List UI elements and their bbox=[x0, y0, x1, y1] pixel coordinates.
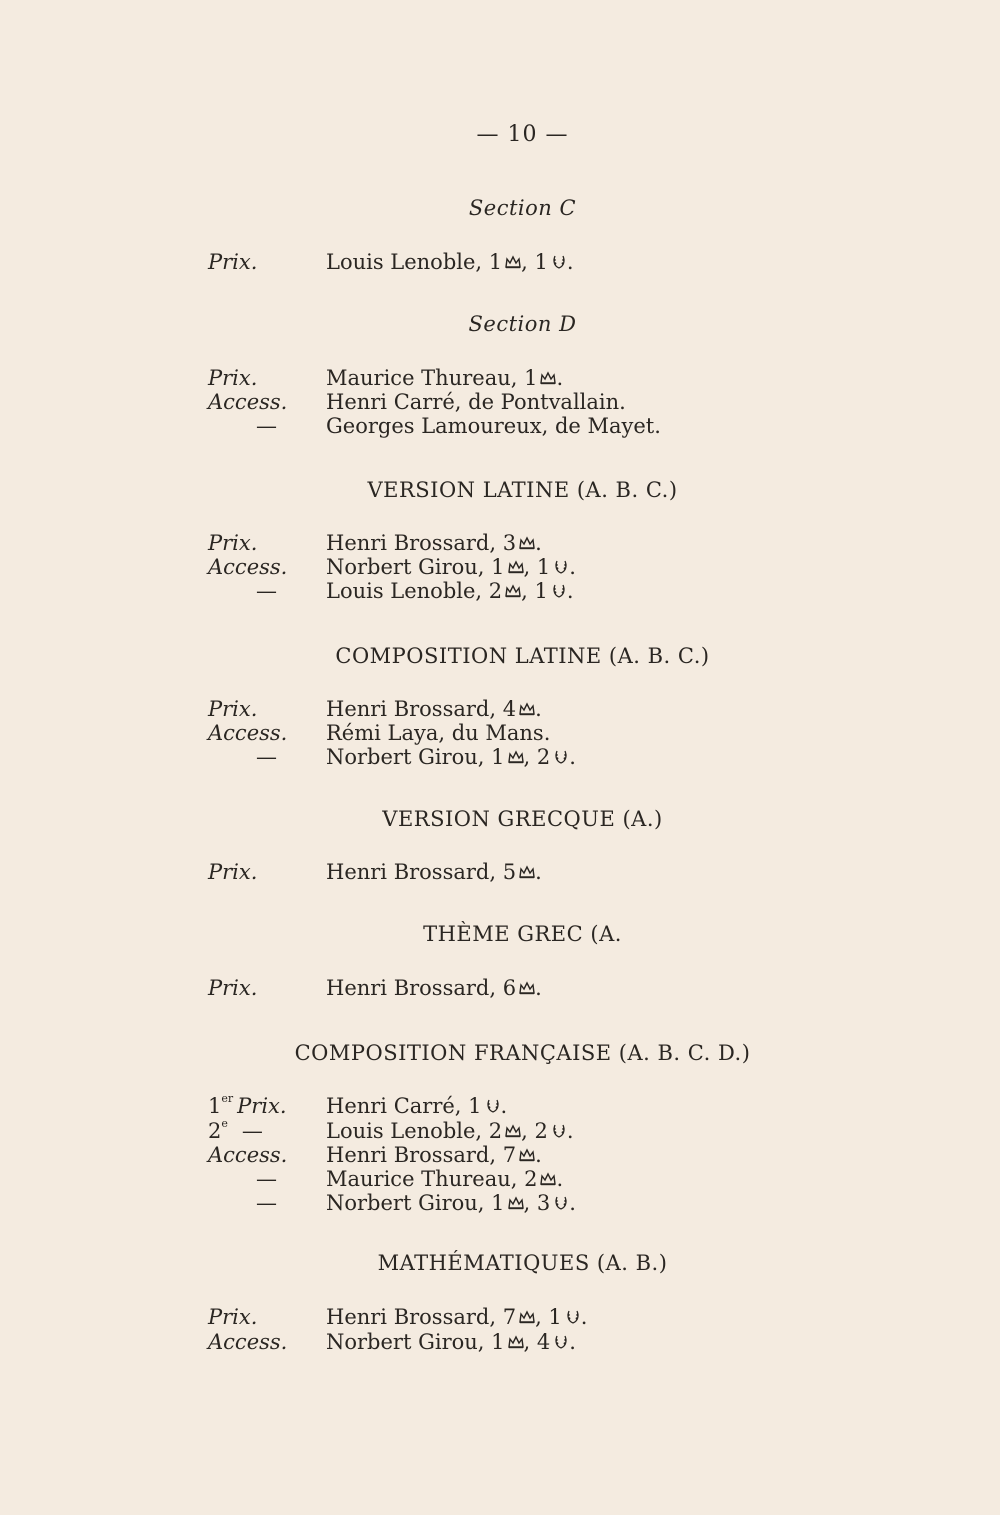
laurel-wreath-icon bbox=[551, 579, 567, 593]
prize-entry: Norbert Girou, 1 , 3 . bbox=[326, 1191, 576, 1215]
crown-icon bbox=[505, 1119, 521, 1133]
prize-row bbox=[0, 976, 1000, 1002]
page-number: — 10 — bbox=[476, 122, 569, 147]
prize-label: Prix. bbox=[208, 976, 258, 1000]
prize-row bbox=[0, 860, 1000, 886]
laurel-wreath-icon bbox=[565, 1305, 581, 1319]
crown-icon bbox=[505, 579, 521, 593]
section-heading: COMPOSITION FRANÇAISE (A. B. C. D.) bbox=[294, 1041, 751, 1065]
prize-row bbox=[0, 366, 1000, 392]
section-heading: MATHÉMATIQUES (A. B.) bbox=[377, 1251, 668, 1275]
prize-row bbox=[0, 250, 1000, 276]
section-heading: VERSION LATINE (A. B. C.) bbox=[367, 478, 678, 502]
prize-label: — bbox=[256, 1191, 277, 1215]
prize-entry: Henri Brossard, 6 . bbox=[326, 976, 542, 1000]
prize-label: — bbox=[256, 579, 277, 603]
prize-label: 2e — bbox=[208, 1117, 263, 1143]
prize-entry: Henri Brossard, 3 . bbox=[326, 531, 542, 555]
laurel-wreath-icon bbox=[553, 1191, 569, 1205]
prize-row bbox=[0, 1191, 1000, 1217]
crown-icon bbox=[508, 555, 524, 569]
prize-row bbox=[0, 1305, 1000, 1331]
prize-label: Access. bbox=[208, 555, 288, 579]
crown-icon bbox=[519, 1143, 535, 1157]
prize-label: Prix. bbox=[208, 250, 258, 274]
laurel-wreath-icon bbox=[553, 555, 569, 569]
laurel-wreath-icon bbox=[551, 250, 567, 264]
prize-label: — bbox=[256, 414, 277, 438]
crown-icon bbox=[519, 976, 535, 990]
prize-label: Access. bbox=[208, 1330, 288, 1354]
prize-row bbox=[0, 1119, 1000, 1145]
prize-row bbox=[0, 721, 1000, 747]
section-heading: THÈME GREC (A. bbox=[423, 922, 622, 946]
laurel-wreath-icon bbox=[551, 1119, 567, 1133]
prize-label: Prix. bbox=[208, 366, 258, 390]
section-heading: COMPOSITION LATINE (A. B. C.) bbox=[335, 644, 710, 668]
crown-icon bbox=[540, 366, 556, 380]
prize-label: Access. bbox=[208, 1143, 288, 1167]
laurel-wreath-icon bbox=[485, 1094, 501, 1108]
crown-icon bbox=[519, 860, 535, 874]
crown-icon bbox=[508, 1330, 524, 1344]
section-heading: Section D bbox=[468, 312, 577, 336]
prize-entry: Louis Lenoble, 1 , 1 . bbox=[326, 250, 574, 274]
prize-row bbox=[0, 745, 1000, 771]
crown-icon bbox=[508, 1191, 524, 1205]
prize-row bbox=[0, 1143, 1000, 1169]
prize-entry: Louis Lenoble, 2 , 2 . bbox=[326, 1119, 574, 1143]
prize-entry: Norbert Girou, 1 , 4 . bbox=[326, 1330, 576, 1354]
prize-entry: Henri Brossard, 5 . bbox=[326, 860, 542, 884]
prize-label: Prix. bbox=[208, 531, 258, 555]
prize-entry: Henri Brossard, 7 , 1 . bbox=[326, 1305, 588, 1329]
prize-label: Prix. bbox=[208, 860, 258, 884]
prize-row bbox=[0, 579, 1000, 605]
prize-label: — bbox=[256, 745, 277, 769]
prize-label: 1er Prix. bbox=[208, 1092, 287, 1118]
prize-label: — bbox=[256, 1167, 277, 1191]
crown-icon bbox=[540, 1167, 556, 1181]
prize-row bbox=[0, 1094, 1000, 1120]
crown-icon bbox=[508, 745, 524, 759]
prize-entry: Norbert Girou, 1 , 2 . bbox=[326, 745, 576, 769]
prize-label: Access. bbox=[208, 390, 288, 414]
prize-entry: Maurice Thureau, 2 . bbox=[326, 1167, 564, 1191]
crown-icon bbox=[519, 697, 535, 711]
prize-entry: Rémi Laya, du Mans. bbox=[326, 721, 551, 745]
prize-entry: Louis Lenoble, 2 , 1 . bbox=[326, 579, 574, 603]
crown-icon bbox=[505, 250, 521, 264]
prize-label: Prix. bbox=[208, 697, 258, 721]
prize-entry: Maurice Thureau, 1 . bbox=[326, 366, 564, 390]
prize-entry: Henri Carré, de Pontvallain. bbox=[326, 390, 626, 414]
prize-row bbox=[0, 1330, 1000, 1356]
prize-entry: Norbert Girou, 1 , 1 . bbox=[326, 555, 576, 579]
prize-row bbox=[0, 1167, 1000, 1193]
crown-icon bbox=[519, 1305, 535, 1319]
prize-row bbox=[0, 697, 1000, 723]
section-heading: Section C bbox=[468, 196, 577, 220]
prize-entry: Georges Lamoureux, de Mayet. bbox=[326, 414, 661, 438]
prize-entry: Henri Carré, 1 . bbox=[326, 1094, 508, 1118]
prize-row bbox=[0, 531, 1000, 557]
prize-label: Access. bbox=[208, 721, 288, 745]
prize-row bbox=[0, 414, 1000, 440]
prize-label: Prix. bbox=[208, 1305, 258, 1329]
prize-entry: Henri Brossard, 4 . bbox=[326, 697, 542, 721]
prize-row bbox=[0, 390, 1000, 416]
laurel-wreath-icon bbox=[553, 1330, 569, 1344]
laurel-wreath-icon bbox=[553, 745, 569, 759]
section-heading: VERSION GRECQUE (A.) bbox=[382, 807, 663, 831]
crown-icon bbox=[519, 531, 535, 545]
prize-entry: Henri Brossard, 7 . bbox=[326, 1143, 542, 1167]
prize-row bbox=[0, 555, 1000, 581]
